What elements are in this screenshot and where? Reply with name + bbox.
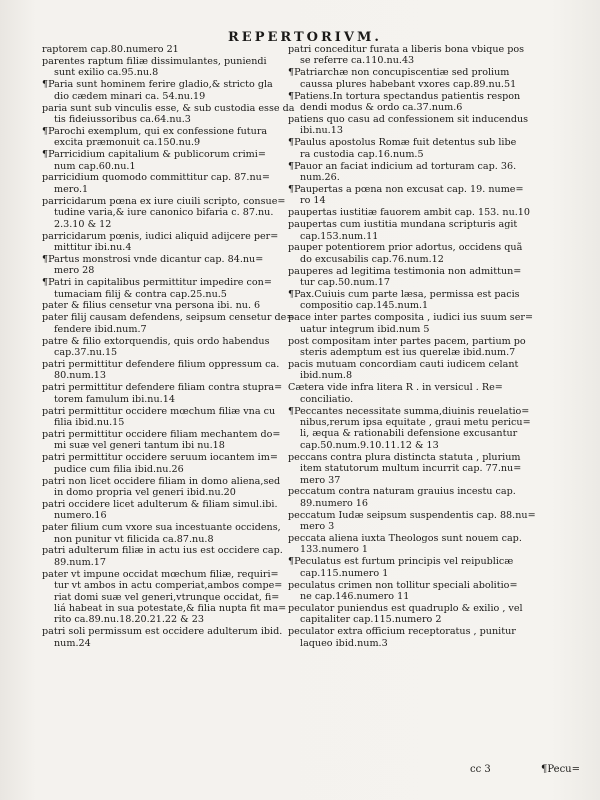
entry-line: parricidarum pœna ex iure ciuili scripto, consue= [42, 195, 286, 207]
index-entry [288, 44, 564, 67]
index-entry [288, 312, 564, 335]
entry-continuation: mero.1 [54, 183, 89, 195]
entry-line: peccans contra plura distincta statuta , plurium [288, 451, 521, 463]
entry-line: ¶Pauor an faciat indicium ad torturam cap. 36. [288, 160, 517, 172]
entry-line: patri permittitur occidere seruum iocantem im= [42, 452, 278, 464]
entry-line: pace inter partes composita , iudici ius suum ser= [288, 312, 534, 324]
entry-continuation: fendere ibid.num.7 [54, 323, 147, 335]
entry-line: ¶Paria sunt hominem ferire gladio,& stricto gla [42, 79, 273, 91]
entry-continuation: uatur integrum ibid.num 5 [300, 323, 430, 335]
index-entry [42, 382, 298, 405]
index-entry [288, 137, 564, 160]
entry-line: raptorem cap.80.numero 21 [42, 44, 179, 55]
entry-continuation: compositio cap.145.num.1 [300, 300, 429, 312]
entry-line: patri non licet occidere filiam in domo aliena,sed [42, 475, 281, 487]
entry-line: ¶Partus monstrosi vnde dicantur cap. 84.nu= [42, 253, 264, 265]
entry-line: peculatus crimen non tollitur speciali abolitio= [288, 579, 518, 591]
index-entry [42, 545, 298, 568]
index-entry [42, 626, 298, 649]
index-entry [288, 184, 564, 207]
entry-continuation: tur vt ambos in actu comperiat,ambos compe= [54, 580, 283, 592]
index-entry [288, 603, 564, 626]
entry-continuation: li, æqua & rationabili defensione excusantur [300, 428, 518, 440]
entry-continuation: 89.num.17 [54, 556, 106, 568]
entry-continuation: dendi modus & ordo ca.37.num.6 [300, 102, 463, 114]
entry-line: Cætera vide infra litera R . in versicul . Re= [288, 382, 503, 394]
entry-line: ¶Parricidium capitalium & publicorum crimi= [42, 149, 266, 161]
entry-line: ¶Patri in capitalibus permittitur impedire con= [42, 277, 272, 289]
entry-continuation: ne cap.146.numero 11 [300, 591, 410, 603]
entry-line: pater vt impune occidat mœchum filiæ, requiri= [42, 568, 279, 580]
entry-line: pater & filius censetur vna persona ibi. nu. 6 [42, 300, 261, 312]
index-entry [42, 196, 298, 230]
entry-continuation: cap.153.num.11 [300, 230, 379, 242]
entry-continuation: capitaliter cap.115.numero 2 [300, 614, 442, 626]
index-entry [42, 277, 298, 300]
index-entry [42, 103, 298, 126]
entry-continuation: excita præmonuit ca.150.nu.9 [54, 137, 201, 149]
entry-continuation: mittitur ibi.nu.4 [54, 241, 132, 253]
entry-continuation: mero 37 [300, 474, 341, 486]
entry-continuation: pudice cum filia ibid.nu.26 [54, 463, 184, 475]
index-entry [288, 219, 564, 242]
index-entry [42, 126, 298, 149]
entry-line: ¶Peccantes necessitate summa,diuinis reuelatio= [288, 405, 530, 417]
right-column [288, 44, 564, 650]
entry-continuation: item statutorum multum incurrit cap. 77.nu= [300, 463, 522, 475]
entry-line: ¶Paupertas a pœna non excusat cap. 19. nume= [288, 183, 524, 195]
index-entry [42, 44, 298, 55]
entry-continuation: se referre ca.110.nu.43 [300, 55, 415, 67]
index-entry [42, 56, 298, 79]
entry-continuation: dio cædem minari ca. 54.nu.19 [54, 90, 206, 102]
entry-continuation: tudine varia,& iure canonico bifaria c. 87.nu. [54, 207, 274, 219]
entry-continuation: numero.16 [54, 510, 107, 522]
running-head: REPERTORIVM. [228, 30, 382, 45]
entry-continuation: tis fideiussoribus ca.64.nu.3 [54, 113, 191, 125]
entry-continuation: mero 3 [300, 521, 335, 533]
entry-continuation: tumaciam filij & contra cap.25.nu.5 [54, 288, 227, 300]
index-entry [42, 312, 298, 335]
entry-line: patri soli permissum est occidere adulterum ibid. [42, 626, 283, 638]
entry-line: peculator puniendus est quadruplo & exilio , vel [288, 603, 523, 614]
entry-line: ¶Peculatus est furtum principis vel reipublicæ [288, 556, 514, 568]
entry-continuation: nibus,rerum ipsa equitate , graui metu pericu= [300, 417, 531, 428]
index-entry [42, 79, 298, 102]
entry-continuation: cap.115.numero 1 [300, 567, 389, 579]
entry-line: patiens quo casu ad confessionem sit inducendus [288, 113, 529, 125]
entry-continuation: mi suæ vel generi tantum ibi nu.18 [54, 440, 225, 452]
entry-continuation: do excusabilis cap.76.num.12 [300, 253, 444, 265]
entry-continuation: cap.50.num.9.10.11.12 & 13 [300, 439, 439, 451]
entry-line: pater filij causam defendens, seipsum censetur de= [42, 312, 295, 324]
index-entry [42, 522, 298, 545]
entry-line: patri occidere licet adulterum & filiam simul.ibi. [42, 498, 278, 510]
entry-line: peculator extra officium receptoratus , punitur [288, 626, 516, 638]
index-entry [288, 452, 564, 486]
entry-continuation: filia ibid.nu.15 [54, 417, 125, 428]
index-entry [288, 242, 564, 265]
entry-continuation: mero 28 [54, 265, 95, 277]
index-entry [42, 569, 298, 626]
entry-line: paupertas iustitiæ fauorem ambit cap. 153. nu.10 [288, 207, 531, 219]
index-entry [42, 336, 298, 359]
entry-line: parricidarum pœnis, iudici aliquid adijcere per= [42, 230, 279, 242]
index-entry [288, 382, 564, 405]
index-entry [288, 510, 564, 533]
catchword: ¶Pecu= [541, 764, 580, 775]
index-entry [288, 161, 564, 184]
index-entry [42, 476, 298, 499]
entry-line: ¶Patriarchæ non concupiscentiæ sed prolium [288, 67, 510, 79]
index-entry [42, 429, 298, 452]
index-entry [288, 406, 564, 452]
entry-continuation: 80.num.13 [54, 370, 106, 382]
index-entry [288, 114, 564, 137]
entry-line: peccatum Iudæ seipsum suspendentis cap. 88.nu= [288, 509, 536, 521]
entry-line: ¶Pax.Cuiuis cum parte læsa, permissa est pacis [288, 289, 520, 301]
index-entry [42, 172, 298, 195]
entry-continuation: ibid.num.8 [300, 370, 353, 382]
entry-line: paria sunt sub vinculis esse, & sub custodia esse da [42, 102, 295, 114]
signature-mark: cc 3 [470, 764, 491, 775]
index-entry [288, 91, 564, 114]
entry-continuation: rito ca.89.nu.18.20.21.22 & 23 [54, 614, 204, 626]
index-entry [288, 533, 564, 556]
entry-line: parricidium quomodo committitur cap. 87.nu= [42, 172, 270, 184]
entry-continuation: non punitur vt filicida ca.87.nu.8 [54, 533, 214, 545]
entry-line: paupertas cum iustitia mundana scripturis agit [288, 219, 518, 231]
entry-continuation: num.26. [300, 171, 340, 183]
entry-continuation: liá habeat in sua potestate,& filia nupta fit ma= [54, 603, 287, 614]
index-entry [288, 289, 564, 312]
index-entry [42, 231, 298, 254]
entry-continuation: num.24 [54, 637, 91, 649]
page-footer [470, 764, 580, 775]
entry-continuation: 89.numero 16 [300, 497, 369, 509]
entry-continuation: cap.37.nu.15 [54, 347, 118, 359]
entry-continuation: tur cap.50.num.17 [300, 277, 390, 289]
entry-line: parentes raptum filiæ dissimulantes, puniendi [42, 55, 267, 67]
entry-line: pater filium cum vxore sua incestuante occidens, [42, 522, 281, 534]
entry-line: pauperes ad legitima testimonia non admittun= [288, 265, 522, 277]
entry-line: pacis mutuam concordiam cauti iudicem celant [288, 358, 519, 370]
entry-continuation: ibi.nu.13 [300, 125, 343, 137]
index-entry [288, 359, 564, 382]
index-entry [42, 452, 298, 475]
entry-line: pauper potentiorem prior adortus, occidens quã [288, 242, 523, 254]
entry-line: post compositam inter partes pacem, partium po [288, 335, 526, 347]
entry-line: patri conceditur furata a liberis bona vbique pos [288, 44, 525, 55]
entry-line: peccatum contra naturam grauius incestu cap. [288, 486, 516, 498]
index-entry [42, 149, 298, 172]
index-entry [42, 300, 298, 311]
entry-line: patri permittitur defendere filiam contra stupra= [42, 382, 283, 394]
index-entry [42, 499, 298, 522]
entry-line: ¶Paulus apostolus Romæ fuit detentus sub libe [288, 137, 517, 149]
index-entry [42, 254, 298, 277]
index-entry [288, 486, 564, 509]
index-entry [42, 406, 298, 429]
entry-continuation: in domo propria vel generi ibid.nu.20 [54, 486, 236, 498]
entry-continuation: ra custodia cap.16.num.5 [300, 148, 424, 160]
index-entry [288, 556, 564, 579]
entry-line: ¶Patiens.In tortura spectandus patientis respon [288, 90, 521, 102]
index-entry [288, 580, 564, 603]
entry-line: ¶Parochi exemplum, qui ex confessione futura [42, 125, 268, 137]
entry-line: patri adulterum filiæ in actu ius est occidere cap. [42, 545, 283, 557]
entry-continuation: caussa plures habebant vxores cap.89.nu.51 [300, 78, 517, 90]
entry-line: patre & filio extorquendis, quis ordo habendus [42, 335, 270, 347]
entry-continuation: laqueo ibid.num.3 [300, 637, 388, 649]
entry-continuation: steris ademptum est ius querelæ ibid.num.7 [300, 347, 516, 359]
entry-line: patri permittitur defendere filium oppressum ca. [42, 358, 280, 370]
index-entry [288, 266, 564, 289]
index-entry [288, 626, 564, 649]
entry-continuation: 133.numero 1 [300, 544, 369, 556]
entry-continuation: riat domi suæ vel generi,vtrunque occidat, fi= [54, 591, 280, 603]
index-entry [288, 336, 564, 359]
index-entry [288, 207, 564, 218]
entry-continuation: sunt exilio ca.95.nu.8 [54, 67, 159, 79]
entry-continuation: conciliatio. [300, 393, 354, 405]
entry-line: peccata aliena iuxta Theologos sunt nouem cap. [288, 533, 522, 545]
entry-line: patri permittitur occidere mœchum filiæ vna cu [42, 405, 276, 417]
index-entry [42, 359, 298, 382]
left-column [42, 44, 298, 650]
index-entry [288, 67, 564, 90]
entry-line: patri permittitur occidere filiam mechantem do= [42, 428, 281, 440]
entry-continuation: torem famulum ibi.nu.14 [54, 393, 175, 405]
entry-continuation: num cap.60.nu.1 [54, 160, 136, 172]
entry-continuation: ro 14 [300, 195, 326, 207]
entry-continuation: 2.3.10 & 12 [54, 218, 112, 230]
